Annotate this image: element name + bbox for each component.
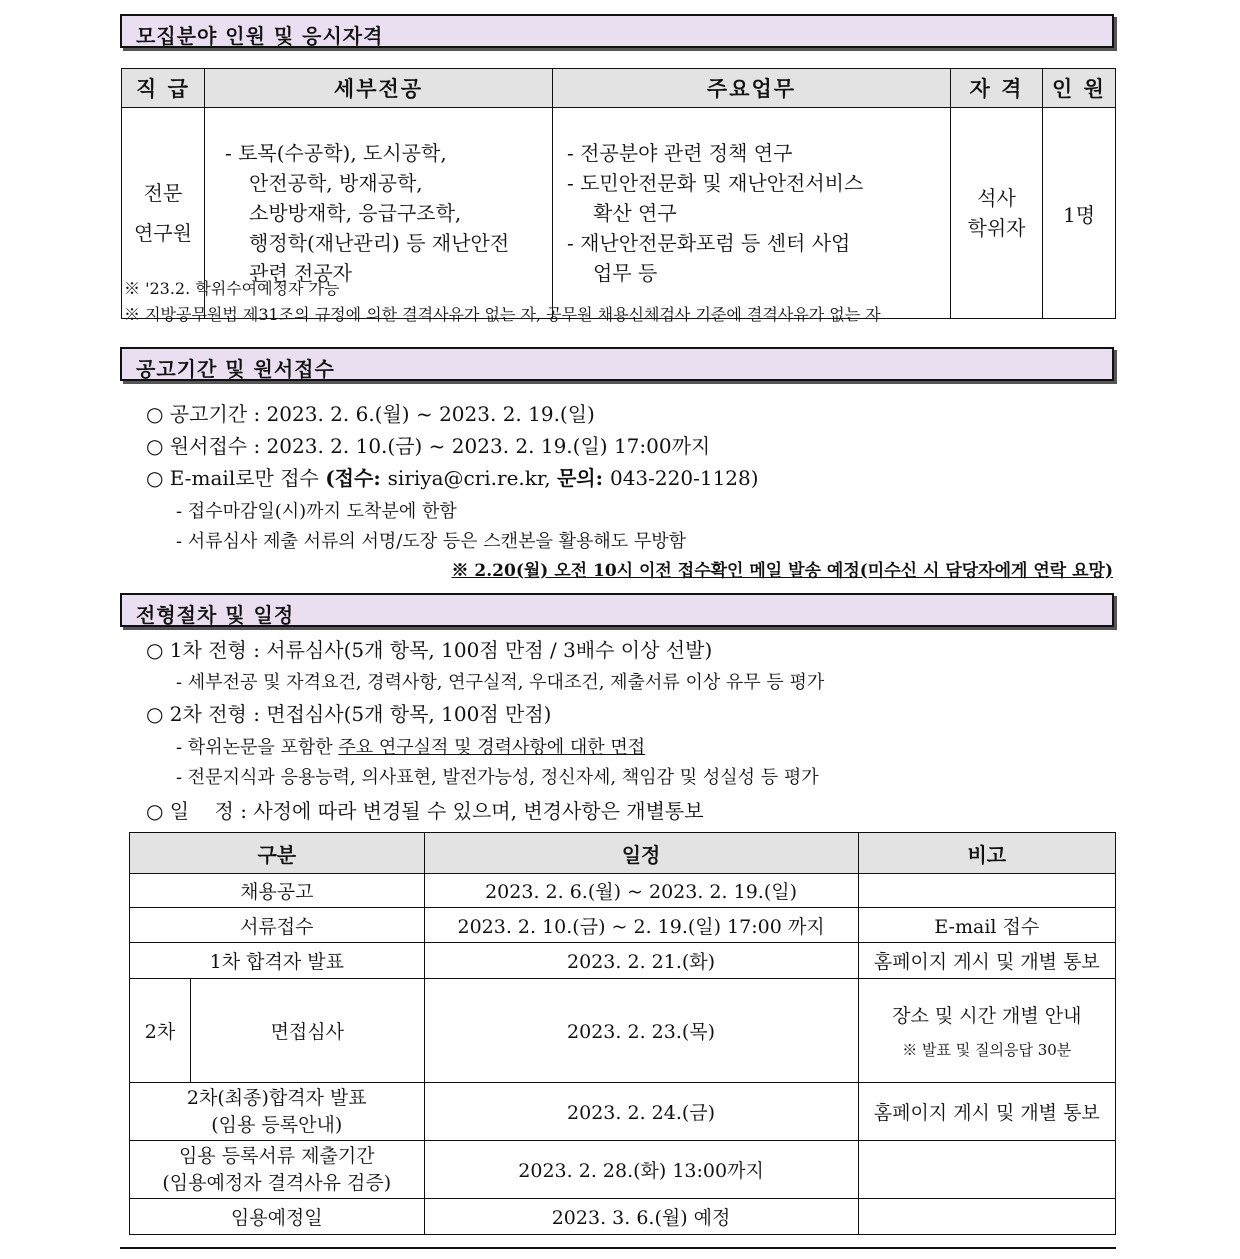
col-count: 인 원 xyxy=(1043,69,1116,108)
schedule-cell: 2023. 2. 6.(월) ~ 2023. 2. 19.(일) xyxy=(424,874,858,908)
stage1: ○ 1차 전형 : 서류심사(5개 항목, 100점 만점 / 3배수 이상 선발) xyxy=(146,638,713,662)
category-cell: 임용예정일 xyxy=(130,1199,425,1235)
category-cell: 채용공고 xyxy=(130,874,425,908)
col-major: 세부전공 xyxy=(205,69,553,108)
remarks-sub: ※ 발표 및 질의응답 30분 xyxy=(902,1041,1072,1059)
inquiry-label: 문의: xyxy=(556,466,610,490)
duty-item: - 도민안전문화 및 재난안전서비스 확산 연구 xyxy=(567,171,864,225)
schedule-cell: 2023. 2. 23.(목) xyxy=(424,979,858,1083)
schedule-cell: 2023. 2. 21.(화) xyxy=(424,943,858,979)
receipt-label: (접수: xyxy=(325,466,388,490)
duties-cell xyxy=(553,108,951,319)
category-cell: 면접심사 xyxy=(191,979,425,1083)
stage2-detail-text: - 학위논문을 포함한 xyxy=(176,737,339,758)
sub-note: - 서류심사 제출 서류의 서명/도장 등은 스캔본을 활용해도 무방함 xyxy=(176,531,687,552)
category-cell: 2차(최종)합격자 발표 (임용 등록안내) xyxy=(130,1083,425,1141)
table-header-row xyxy=(122,69,1116,108)
section-title: 모집분야 인원 및 응시자격 xyxy=(136,24,384,48)
col-rank: 직 급 xyxy=(122,69,205,108)
table-header-row xyxy=(130,833,1116,874)
rank-cell: 전문 연구원 xyxy=(122,108,205,319)
table-row xyxy=(130,908,1116,943)
schedule-table xyxy=(129,832,1116,1235)
col-qualification: 자 격 xyxy=(951,69,1043,108)
table-row xyxy=(130,943,1116,979)
schedule-note: ○ 일 정 : 사정에 따라 변경될 수 있으며, 변경사항은 개별통보 xyxy=(146,799,704,823)
stage-cell: 2차 xyxy=(130,979,191,1083)
remarks-cell xyxy=(858,874,1115,908)
remarks-main: 장소 및 시간 개별 안내 xyxy=(892,1005,1082,1027)
bottom-rule xyxy=(120,1247,1116,1249)
duty-item: - 재난안전문화포럼 등 센터 사업 업무 등 xyxy=(567,231,851,285)
remarks-cell: 홈페이지 게시 및 개별 통보 xyxy=(858,943,1115,979)
table-row xyxy=(130,979,1116,1083)
announce-period: ○ 공고기간 : 2023. 2. 6.(월) ~ 2023. 2. 19.(일) xyxy=(146,402,595,426)
table-row xyxy=(130,1083,1116,1141)
schedule-cell: 2023. 2. 10.(금) ~ 2. 19.(일) 17:00 까지 xyxy=(424,908,858,943)
qualification-cell: 석사 학위자 xyxy=(951,108,1043,319)
schedule-cell: 2023. 3. 6.(월) 예정 xyxy=(424,1199,858,1235)
email-address[interactable]: siriya@cri.re.kr, xyxy=(387,466,557,490)
table-row xyxy=(130,1199,1116,1235)
stage2: ○ 2차 전형 : 면접심사(5개 항목, 100점 만점) xyxy=(146,702,552,726)
stage2-detail: - 전문지식과 응용능력, 의사표현, 발전가능성, 정신자세, 책임감 및 성실성 등 평가 xyxy=(176,767,819,788)
remarks-cell xyxy=(858,979,1115,1083)
phone-number: 043-220-1128) xyxy=(609,466,759,490)
schedule-cell: 2023. 2. 28.(화) 13:00까지 xyxy=(424,1141,858,1199)
email-only-line xyxy=(146,462,759,491)
section-title: 전형절차 및 일정 xyxy=(136,603,295,627)
sub-note: - 접수마감일(시)까지 도착분에 한함 xyxy=(176,501,457,522)
note: ※ '23.2. 학위수여예정자 가능 xyxy=(124,279,340,298)
col-category: 구분 xyxy=(130,833,425,874)
duty-item: - 전공분야 관련 정책 연구 xyxy=(567,141,793,165)
col-schedule: 일정 xyxy=(424,833,858,874)
section-header-application xyxy=(120,347,1114,381)
note: ※ 지방공무원법 제31조의 규정에 의한 결격사유가 없는 자, 공무원 채용신체검사 기준에 결격사유가 없는 자 xyxy=(124,305,881,324)
schedule-cell: 2023. 2. 24.(금) xyxy=(424,1083,858,1141)
remarks-cell xyxy=(858,1199,1115,1235)
category-cell: 임용 등록서류 제출기간 (임용예정자 결격사유 검증) xyxy=(130,1141,425,1199)
section-header-process xyxy=(120,593,1114,627)
remarks-cell xyxy=(858,1141,1115,1199)
category-cell: 1차 합격자 발표 xyxy=(130,943,425,979)
remarks-cell: E-mail 접수 xyxy=(858,908,1115,943)
section-header-recruitment xyxy=(120,14,1114,48)
email-only-label: ○ E-mail로만 접수 xyxy=(146,466,326,490)
table-row xyxy=(130,874,1116,908)
count-cell: 1명 xyxy=(1043,108,1116,319)
email-confirm-notice: ※ 2.20(월) 오전 10시 이전 접수확인 메일 발송 예정(미수신 시 담당자에게 연락 요망) xyxy=(451,561,1113,581)
section-title: 공고기간 및 원서접수 xyxy=(136,357,335,381)
col-duties: 주요업무 xyxy=(553,69,951,108)
stage2-detail xyxy=(176,733,645,759)
stage1-detail: - 세부전공 및 자격요건, 경력사항, 연구실적, 우대조건, 제출서류 이상 유무 등 평가 xyxy=(176,672,825,693)
col-remarks: 비고 xyxy=(858,833,1115,874)
category-cell: 서류접수 xyxy=(130,908,425,943)
stage2-detail-underlined: 주요 연구실적 및 경력사항에 대한 면접 xyxy=(338,737,646,758)
table-row xyxy=(130,1141,1116,1199)
remarks-cell: 홈페이지 게시 및 개별 통보 xyxy=(858,1083,1115,1141)
application-period: ○ 원서접수 : 2023. 2. 10.(금) ~ 2023. 2. 19.(일) 17:00까지 xyxy=(146,434,711,458)
majors-text: - 토목(수공학), 도시공학, 안전공학, 방재공학, 소방방재학, 응급구조학, 행정학(재난관리) 등 재난안전 관련 전공자 xyxy=(225,141,510,285)
